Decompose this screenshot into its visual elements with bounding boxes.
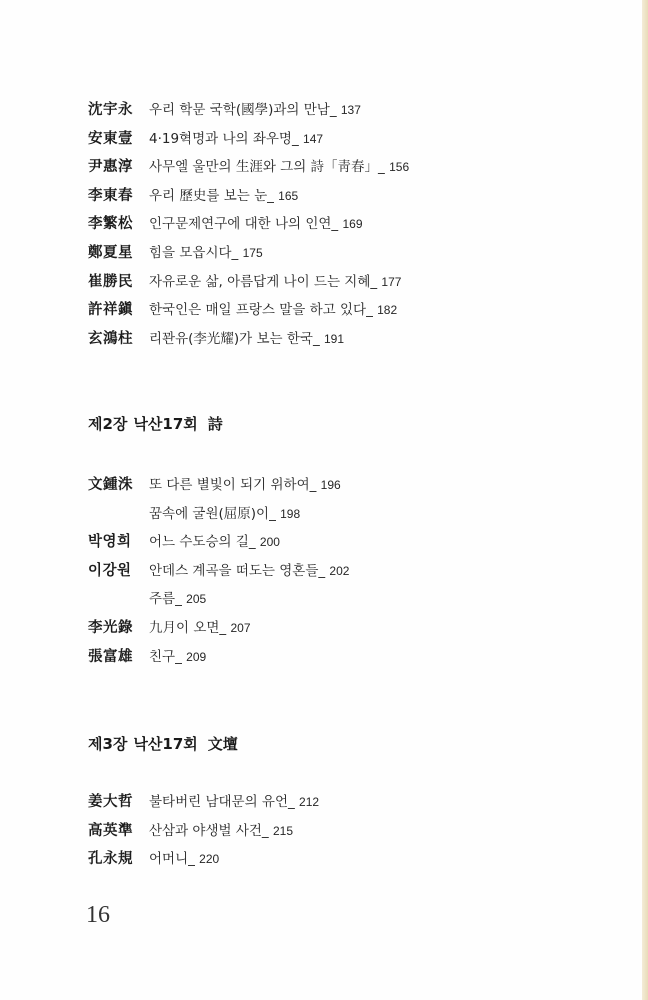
entry-page: 169 — [342, 217, 363, 232]
toc-entry — [88, 96, 608, 125]
toc-section-3 — [88, 788, 608, 874]
toc-entry — [88, 239, 608, 268]
entry-author: 姜大哲 — [88, 793, 133, 810]
entry-author: 張富雄 — [88, 647, 133, 665]
entry-author: 玄鴻柱 — [88, 329, 133, 347]
entry-title: 어느 수도승의 길 — [149, 534, 249, 551]
entry-page: 209 — [186, 649, 207, 664]
entry-title: 산삼과 야생벌 사건 — [149, 822, 262, 839]
toc-entry — [88, 182, 608, 211]
toc-entry — [88, 296, 608, 325]
entry-author: 許祥鎭 — [88, 301, 133, 319]
entry-author: 尹惠淳 — [88, 158, 133, 176]
entry-page: 215 — [272, 823, 293, 838]
entry-page: 212 — [299, 795, 320, 809]
entry-title-line: 안데스 계곡을 떠도는 영혼들_ 202 — [149, 562, 350, 579]
toc-entry — [88, 268, 608, 297]
entry-title-line: 산삼과 야생벌 사건_ 215 — [149, 822, 293, 839]
entry-page: 165 — [278, 188, 299, 203]
entry-author: 이강원 — [88, 561, 132, 579]
entry-title-line: 어머니_ 220 — [149, 851, 220, 868]
entry-title-line: 자유로운 삶, 아름답게 나이 드는 지혜_ 177 — [149, 273, 402, 290]
toc-entry — [88, 210, 608, 239]
entry-title: 九月이 오면 — [149, 619, 220, 636]
entry-page: 147 — [303, 131, 324, 146]
entry-page: 207 — [230, 620, 251, 635]
toc-entry — [88, 643, 608, 672]
entry-author: 安東壹 — [88, 129, 133, 147]
entry-title: 리꽌유(李光耀)가 보는 한국 — [149, 330, 313, 347]
toc-entry — [88, 471, 608, 500]
entry-title-line: 사무엘 울만의 生涯와 그의 詩「靑春」_ 156 — [149, 159, 410, 176]
entry-title: 인구문제연구에 대한 나의 인연 — [149, 216, 332, 233]
entry-page: 175 — [242, 245, 263, 260]
entry-title-line: 꿈속에 굴원(屈原)이_ 198 — [149, 505, 301, 522]
toc-entry — [88, 153, 608, 182]
entry-author: 鄭夏星 — [88, 243, 133, 261]
entry-title-line: 우리 학문 국학(國學)과의 만남_ 137 — [149, 102, 361, 118]
toc-entry — [88, 325, 608, 354]
entry-page: 182 — [377, 303, 398, 318]
toc-entry — [88, 585, 608, 614]
entry-page: 205 — [186, 592, 207, 607]
toc-entry — [88, 557, 608, 586]
toc-section-1 — [88, 96, 608, 353]
entry-author: 李光錄 — [88, 618, 133, 636]
chapter-number: 제2장 — [88, 415, 128, 433]
entry-title: 친구 — [149, 648, 176, 665]
entry-title: 주름 — [149, 591, 176, 608]
entry-title: 자유로운 삶, 아름답게 나이 드는 지혜 — [149, 273, 371, 290]
entry-title: 또 다른 별빛이 되기 위하여 — [149, 477, 310, 493]
chapter-name: 낙산17회 — [133, 415, 198, 433]
entry-title: 한국인은 매일 프랑스 말을 하고 있다 — [149, 302, 367, 319]
entry-author: 孔永規 — [88, 850, 133, 868]
chapter-subtitle: 文壇 — [207, 735, 238, 753]
toc-entry — [88, 125, 608, 154]
toc-entry — [88, 614, 608, 643]
entry-title-line: 4·19혁명과 나의 좌우명_ 147 — [149, 130, 324, 147]
entry-title-line: 불타버린 남대문의 유언_ 212 — [149, 794, 320, 810]
page-edge — [642, 0, 648, 1000]
entry-author: 李東春 — [88, 186, 133, 204]
chapter-subtitle: 詩 — [207, 415, 223, 433]
entry-page: 196 — [320, 478, 341, 492]
entry-title: 우리 歷史를 보는 눈 — [149, 187, 268, 204]
page-number: 16 — [86, 902, 110, 928]
entry-title: 힘을 모읍시다 — [149, 244, 232, 261]
entry-title-line: 인구문제연구에 대한 나의 인연_ 169 — [149, 216, 363, 233]
entry-author: 沈宇永 — [88, 101, 133, 118]
chapter-name: 낙산17회 — [133, 735, 198, 753]
entry-title: 우리 학문 국학(國學)과의 만남 — [149, 102, 330, 118]
entry-title-line: 또 다른 별빛이 되기 위하여_ 196 — [149, 477, 341, 493]
entry-title-line: 어느 수도승의 길_ 200 — [149, 534, 280, 551]
entry-title: 어머니 — [149, 851, 189, 868]
entry-title-line: 우리 歷史를 보는 눈_ 165 — [149, 187, 299, 204]
entry-title: 불타버린 남대문의 유언 — [149, 794, 288, 810]
entry-title: 4·19혁명과 나의 좌우명 — [149, 130, 292, 147]
entry-page: 177 — [381, 274, 402, 289]
toc-section-2 — [88, 471, 608, 671]
entry-author: 崔勝民 — [88, 272, 133, 290]
toc-entry — [88, 788, 608, 817]
toc-entry — [88, 528, 608, 557]
entry-title-line: 친구_ 209 — [149, 648, 207, 665]
entry-page: 202 — [329, 563, 350, 578]
entry-page: 156 — [389, 160, 410, 175]
entry-author: 文鍾洙 — [88, 476, 133, 493]
entry-author: 박영희 — [88, 533, 132, 551]
entry-title: 사무엘 울만의 生涯와 그의 詩「靑春」 — [149, 159, 379, 176]
entry-title-line: 九月이 오면_ 207 — [149, 619, 251, 636]
chapter-heading-2 — [88, 413, 223, 434]
entry-title: 안데스 계곡을 떠도는 영혼들 — [149, 562, 319, 579]
entry-title-line: 한국인은 매일 프랑스 말을 하고 있다_ 182 — [149, 302, 398, 319]
entry-page: 198 — [280, 506, 301, 521]
entry-title-line: 리꽌유(李光耀)가 보는 한국_ 191 — [149, 330, 345, 347]
chapter-number: 제3장 — [88, 735, 128, 753]
entry-page: 220 — [199, 852, 220, 867]
entry-page: 200 — [259, 535, 280, 550]
toc-entry — [88, 500, 608, 529]
entry-title-line: 주름_ 205 — [149, 591, 207, 608]
entry-title: 꿈속에 굴원(屈原)이 — [149, 505, 270, 522]
toc-entry — [88, 817, 608, 846]
entry-page: 137 — [340, 103, 361, 117]
entry-author: 李繁松 — [88, 215, 133, 233]
entry-title-line: 힘을 모읍시다_ 175 — [149, 244, 263, 261]
chapter-heading-3 — [88, 733, 238, 754]
toc-entry — [88, 845, 608, 874]
entry-author: 高英準 — [88, 821, 133, 839]
entry-page: 191 — [324, 331, 345, 346]
